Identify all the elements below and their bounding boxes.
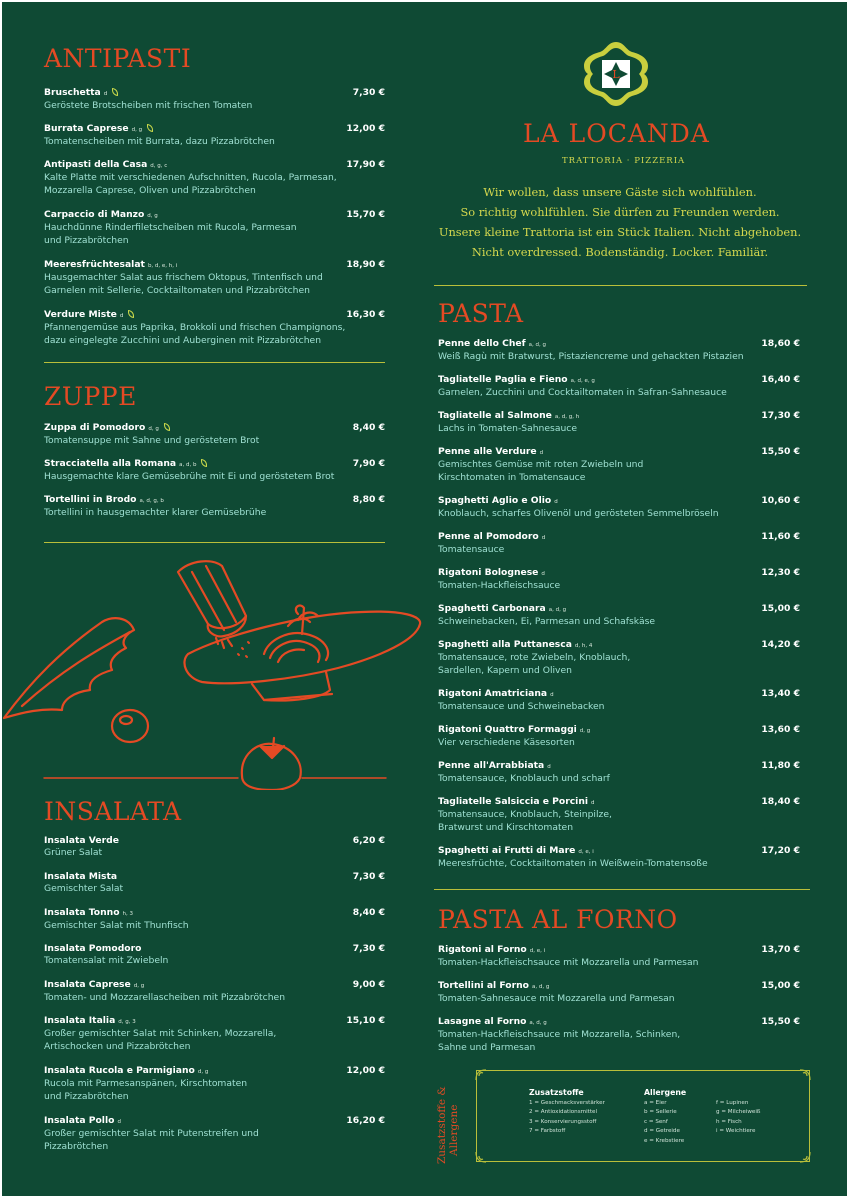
menu-item-description: Geröstete Brotscheiben mit frischen Tomaten bbox=[44, 100, 253, 111]
menu-item-description: Schweinebacken, Ei, Parmesan und Schafskäse bbox=[438, 616, 656, 627]
allergen-codes: d bbox=[119, 313, 124, 319]
menu-item-price: 15,00 € bbox=[761, 603, 800, 614]
menu-item-name bbox=[438, 374, 800, 387]
menu-item-description: dazu eingelegte Zucchini und Auberginen mit Pizzabrötchen bbox=[44, 334, 322, 346]
menu-item-title: Insalata Pomodoro bbox=[44, 943, 142, 954]
menu-item-price: 8,80 € bbox=[352, 494, 385, 505]
tagline bbox=[432, 182, 808, 262]
menu-item-name bbox=[44, 1065, 385, 1078]
menu-item-title: Penne alle Verdure bbox=[438, 446, 537, 457]
allergen-codes: d, e, i bbox=[529, 948, 546, 954]
allergen-codes: d bbox=[591, 800, 595, 806]
menu-item-price: 13,70 € bbox=[761, 944, 800, 955]
legend-entry: e = Krebstiere bbox=[644, 1137, 685, 1144]
menu-item-name bbox=[438, 760, 800, 773]
menu-item-description: Tomatensauce, rote Zwiebeln, Knoblauch, bbox=[438, 652, 631, 663]
legend-corner-ornaments bbox=[473, 1067, 813, 1165]
allergen-codes: a, d, b bbox=[179, 462, 197, 468]
menu-item bbox=[438, 531, 800, 557]
menu-item-price: 18,60 € bbox=[761, 338, 800, 349]
menu-item-title: Spaghetti Aglio e Olio bbox=[438, 495, 552, 506]
menu-item bbox=[438, 796, 800, 834]
menu-item-title: Spaghetti Carbonara bbox=[438, 603, 546, 614]
menu-item-title: Spaghetti ai Frutti di Mare bbox=[438, 845, 576, 856]
menu-page bbox=[2, 2, 847, 1196]
menu-item-name bbox=[44, 87, 385, 100]
menu-item-description: Tomaten- und Mozzarellascheiben mit Pizzabrötchen bbox=[44, 992, 286, 1003]
menu-item-description: und Pizzabrötchen bbox=[44, 1090, 129, 1102]
menu-item bbox=[44, 1015, 385, 1053]
menu-item-description: Kirschtomaten in Tomatensauce bbox=[438, 471, 586, 483]
legend-box bbox=[476, 1070, 810, 1162]
menu-item-price: 13,40 € bbox=[761, 688, 800, 699]
menu-item-title: Rigatoni Amatriciana bbox=[438, 688, 548, 699]
menu-item-price: 12,00 € bbox=[346, 123, 385, 134]
menu-item-price: 10,60 € bbox=[761, 495, 800, 506]
allergen-codes: h, 3 bbox=[122, 911, 134, 917]
vegetarian-leaf-icon bbox=[147, 124, 153, 132]
allergen-codes: d bbox=[554, 499, 558, 505]
menu-item-name bbox=[44, 1015, 385, 1028]
menu-item bbox=[44, 494, 385, 520]
allergen-codes: a, d, g bbox=[548, 607, 567, 613]
menu-item bbox=[44, 907, 385, 933]
menu-item-description: Hausgemachte klare Gemüsebrühe mit Ei und geröstetem Brot bbox=[44, 471, 335, 482]
allergen-codes: d, g bbox=[133, 983, 145, 989]
tagline-line: So richtig wohlfühlen. Sie dürfen zu Freunden werden. bbox=[460, 205, 780, 219]
menu-item-title: Stracciatella alla Romana bbox=[44, 458, 177, 469]
menu-item bbox=[438, 639, 800, 677]
allergen-codes: d, g bbox=[147, 213, 158, 219]
allergen-codes: a, d, g, h bbox=[554, 414, 580, 420]
menu-item-title: Rigatoni Bolognese bbox=[438, 567, 539, 578]
menu-item-description: Pfannengemüse aus Paprika, Brokkoli und frischen Champignons, bbox=[44, 322, 346, 333]
menu-item bbox=[438, 944, 800, 970]
menu-item bbox=[44, 123, 385, 149]
menu-item bbox=[44, 943, 385, 968]
menu-item-description: Großer gemischter Salat mit Schinken, Mozzarella, bbox=[44, 1028, 277, 1039]
legend-entry: 7 = Farbstoff bbox=[529, 1128, 566, 1135]
legend-entry: 3 = Konservierungsstoff bbox=[529, 1118, 597, 1125]
menu-item-name bbox=[44, 907, 385, 920]
menu-item-title: Tortellini al Forno bbox=[438, 980, 529, 991]
section-title-zuppe: ZUPPE bbox=[44, 382, 137, 411]
menu-item-name bbox=[44, 259, 385, 272]
menu-item-price: 17,90 € bbox=[346, 159, 385, 170]
menu-item-description: Vier verschiedene Käsesorten bbox=[438, 737, 575, 748]
allergen-codes: d bbox=[550, 692, 554, 698]
zusatzstoffe-title: Zusatzstoffe bbox=[529, 1088, 584, 1097]
menu-item-description: Tomatensauce und Schweinebacken bbox=[438, 701, 605, 712]
menu-item-price: 7,30 € bbox=[352, 87, 385, 98]
legend-side-title-line: Zusatzstoffe & bbox=[436, 1086, 448, 1164]
divider bbox=[44, 542, 385, 543]
menu-item-description: Bratwurst und Kirschtomaten bbox=[438, 821, 574, 833]
svg-text:L: L bbox=[612, 68, 620, 81]
menu-item-description: Artischocken und Pizzabrötchen bbox=[44, 1040, 191, 1052]
section-title-pasta-al-forno: PASTA AL FORNO bbox=[438, 905, 678, 934]
menu-item bbox=[44, 259, 385, 297]
legend-entry: b = Sellerie bbox=[644, 1109, 677, 1116]
menu-item-description: Hausgemachter Salat aus frischem Oktopus, Tintenfisch und bbox=[44, 272, 323, 283]
menu-item-description: Tomatenscheiben mit Burrata, dazu Pizzabrötchen bbox=[44, 136, 275, 147]
menu-item bbox=[438, 374, 800, 400]
allergene-title: Allergene bbox=[644, 1088, 687, 1097]
tagline-line: Unsere kleine Trattoria ist ein Stück Italien. Nicht abgehoben. bbox=[438, 225, 802, 239]
section-title-antipasti: ANTIPASTI bbox=[44, 44, 192, 73]
menu-item bbox=[438, 603, 800, 629]
menu-item-title: Insalata Mista bbox=[44, 871, 118, 882]
vegetarian-leaf-icon bbox=[201, 459, 207, 467]
brand-name: LA LOCANDA bbox=[523, 119, 710, 148]
menu-item-price: 16,40 € bbox=[761, 374, 800, 385]
menu-item-price: 15,00 € bbox=[761, 980, 800, 991]
menu-item-description: Gemischter Salat mit Thunfisch bbox=[44, 920, 189, 931]
menu-item-title: Penne dello Chef bbox=[438, 338, 526, 349]
menu-item-description: Mozzarella Caprese, Oliven und Pizzabrötchen bbox=[44, 184, 256, 196]
menu-item-description: Tomatensalat mit Zwiebeln bbox=[44, 955, 169, 966]
menu-item-description: Lachs in Tomaten-Sahnesauce bbox=[438, 423, 577, 434]
allergen-codes: a, d, e, g bbox=[570, 378, 595, 384]
menu-item-description: Rucola mit Parmesanspänen, Kirschtomaten bbox=[44, 1078, 248, 1089]
menu-item-price: 13,60 € bbox=[761, 724, 800, 735]
menu-item-description: Sahne und Parmesan bbox=[438, 1041, 536, 1053]
menu-item-name bbox=[44, 979, 385, 992]
menu-item-description: Tomaten-Hackfleischsauce bbox=[438, 580, 561, 591]
menu-item-title: Meeresfrüchtesalat bbox=[44, 259, 145, 270]
menu-item-price: 17,20 € bbox=[761, 845, 800, 856]
pasta-icon bbox=[264, 606, 328, 662]
menu-item-name bbox=[438, 688, 800, 701]
menu-item-price: 7,30 € bbox=[352, 943, 385, 954]
menu-item-name bbox=[44, 494, 385, 507]
menu-item-title: Verdure Miste bbox=[44, 309, 117, 320]
menu-item-description: Hauchdünne Rinderfiletscheiben mit Rucola, Parmesan bbox=[44, 222, 297, 233]
menu-item-price: 14,20 € bbox=[761, 639, 800, 650]
menu-item-name bbox=[438, 446, 800, 459]
allergen-codes: d bbox=[541, 571, 545, 577]
menu-item bbox=[44, 871, 385, 896]
menu-item-title: Zuppa di Pomodoro bbox=[44, 422, 146, 433]
menu-item-name bbox=[44, 871, 385, 883]
allergen-codes: d bbox=[541, 535, 546, 541]
tomato-icon bbox=[242, 738, 301, 790]
divider bbox=[434, 285, 807, 286]
menu-item-name bbox=[438, 338, 800, 351]
menu-item-title: Carpaccio di Manzo bbox=[44, 209, 145, 220]
menu-item-description: Großer gemischter Salat mit Putenstreifen und bbox=[44, 1128, 259, 1139]
menu-item bbox=[44, 1065, 385, 1103]
menu-item-price: 6,20 € bbox=[352, 835, 385, 846]
legend-entry: d = Getreide bbox=[644, 1128, 680, 1135]
menu-item bbox=[44, 458, 385, 484]
menu-item-title: Lasagne al Forno bbox=[438, 1016, 527, 1027]
menu-item-title: Antipasti della Casa bbox=[44, 159, 148, 170]
menu-item-name bbox=[438, 796, 800, 809]
legend-side-title-line: Allergene bbox=[448, 1104, 460, 1156]
menu-item bbox=[44, 209, 385, 247]
allergen-codes: d bbox=[539, 450, 544, 456]
tagline-line: Wir wollen, dass unsere Gäste sich wohlfühlen. bbox=[483, 185, 757, 199]
menu-item-name bbox=[438, 639, 800, 652]
menu-item-description: Tomatensuppe mit Sahne und geröstetem Brot bbox=[44, 435, 260, 446]
pasta-illustration bbox=[2, 550, 432, 790]
menu-item-price: 15,10 € bbox=[346, 1015, 385, 1026]
allergen-codes: a, d, g bbox=[529, 1020, 547, 1026]
zusatzstoffe-list bbox=[529, 1099, 605, 1137]
menu-item-name bbox=[438, 944, 800, 957]
menu-item-title: Insalata Tonno bbox=[44, 907, 120, 918]
allergen-codes: a, d, g bbox=[528, 342, 546, 348]
menu-item bbox=[44, 422, 385, 448]
allergene-list-b bbox=[716, 1099, 760, 1137]
menu-item-price: 17,30 € bbox=[761, 410, 800, 421]
allergen-codes: d bbox=[547, 764, 551, 770]
allergen-codes: b, d, e, h, i bbox=[147, 263, 178, 269]
menu-item-name bbox=[438, 980, 800, 993]
allergen-codes: d, g bbox=[197, 1069, 209, 1075]
menu-item bbox=[438, 410, 800, 436]
menu-item-description: Kalte Platte mit verschiedenen Aufschnitten, Rucola, Parmesan, bbox=[44, 172, 337, 183]
menu-item-description: Weiß Ragù mit Bratwurst, Pistaziencreme und gehackten Pistazien bbox=[438, 351, 744, 362]
menu-item-price: 12,30 € bbox=[761, 567, 800, 578]
menu-item-title: Insalata Italia bbox=[44, 1015, 116, 1026]
menu-item bbox=[438, 446, 800, 484]
allergen-codes: d, g bbox=[148, 426, 159, 432]
legend-entry: i = Weichtiere bbox=[716, 1128, 756, 1135]
menu-item bbox=[44, 87, 385, 113]
menu-item-description: Grüner Salat bbox=[44, 847, 103, 858]
menu-item-description: Tomatensauce bbox=[438, 544, 505, 555]
menu-item-description: Pizzabrötchen bbox=[44, 1140, 109, 1152]
menu-item-name bbox=[44, 1115, 385, 1128]
menu-item-name bbox=[438, 845, 800, 858]
menu-item-description: Garnelen, Zucchini und Cocktailtomaten in Safran-Sahnesauce bbox=[438, 387, 727, 398]
allergen-codes: d, g, 3 bbox=[118, 1019, 136, 1025]
vegetarian-leaf-icon bbox=[112, 88, 118, 96]
menu-item-price: 11,80 € bbox=[761, 760, 800, 771]
menu-item-description: Gemischtes Gemüse mit roten Zwiebeln und bbox=[438, 459, 644, 470]
menu-item-price: 18,90 € bbox=[346, 259, 385, 270]
menu-item-name bbox=[438, 603, 800, 616]
menu-item-price: 15,50 € bbox=[761, 446, 800, 457]
menu-item-name bbox=[44, 159, 385, 172]
allergen-codes: d, h, 4 bbox=[574, 643, 593, 649]
menu-item-price: 15,50 € bbox=[761, 1016, 800, 1027]
olive-icon bbox=[112, 710, 148, 742]
menu-item-title: Penne al Pomodoro bbox=[438, 531, 539, 542]
section-title-insalata: INSALATA bbox=[44, 797, 182, 826]
vegetarian-leaf-icon bbox=[164, 423, 170, 431]
allergen-codes: a, d, g, b bbox=[139, 498, 164, 504]
menu-item-title: Tagliatelle al Salmone bbox=[438, 410, 552, 421]
legend-entry: a = Eier bbox=[644, 1100, 667, 1106]
menu-item bbox=[438, 338, 800, 364]
menu-item-description: Garnelen mit Sellerie, Cocktailtomaten und Pizzabrötchen bbox=[44, 284, 310, 296]
menu-item bbox=[438, 567, 800, 593]
section-title-pasta: PASTA bbox=[438, 299, 524, 328]
rucola-leaf-icon bbox=[4, 618, 134, 718]
menu-item-name bbox=[44, 835, 385, 847]
menu-item-description: Tomaten-Hackfleischsauce mit Mozzarella, Schinken, bbox=[438, 1029, 681, 1040]
menu-item-price: 8,40 € bbox=[352, 422, 385, 433]
menu-item-description: Knoblauch, scharfes Olivenöl und gerösteten Semmelbröseln bbox=[438, 508, 719, 519]
allergen-codes: d bbox=[103, 91, 108, 97]
menu-item-description: Tomaten-Hackfleischsauce mit Mozzarella und Parmesan bbox=[438, 957, 699, 968]
menu-item bbox=[438, 980, 800, 1006]
menu-item-title: Bruschetta bbox=[44, 87, 101, 98]
menu-item-title: Spaghetti alla Puttanesca bbox=[438, 639, 572, 650]
allergen-codes: d, e, i bbox=[578, 849, 594, 855]
menu-item-title: Tortellini in Brodo bbox=[44, 494, 137, 505]
legend-entry: c = Senf bbox=[644, 1118, 668, 1125]
menu-item bbox=[44, 309, 385, 347]
menu-item-price: 7,90 € bbox=[352, 458, 385, 469]
menu-item-name bbox=[438, 724, 800, 737]
menu-item-name bbox=[438, 1016, 800, 1029]
legend-entry: h = Fisch bbox=[716, 1118, 742, 1125]
menu-item-description: Tomaten-Sahnesauce mit Mozzarella und Parmesan bbox=[438, 993, 675, 1004]
menu-item-name bbox=[438, 495, 800, 508]
menu-item-name bbox=[438, 410, 800, 423]
menu-item-price: 12,00 € bbox=[346, 1065, 385, 1076]
menu-item-price: 8,40 € bbox=[352, 907, 385, 918]
menu-item-title: Penne all'Arrabbiata bbox=[438, 760, 545, 771]
menu-item-name bbox=[44, 422, 385, 435]
allergen-codes: d, g bbox=[131, 127, 143, 133]
menu-item-title: Tagliatelle Salsiccia e Porcini bbox=[438, 796, 589, 807]
brand-subtitle: TRATTORIA · PIZZERIA bbox=[562, 156, 686, 166]
legend-entry: 1 = Geschmacksverstärker bbox=[529, 1100, 605, 1106]
legend-entry: f = Lupinen bbox=[716, 1100, 749, 1106]
allergen-codes: d, g bbox=[579, 728, 591, 734]
menu-item bbox=[438, 495, 800, 521]
menu-item bbox=[44, 1115, 385, 1153]
allergen-codes: d, g, c bbox=[150, 163, 168, 169]
menu-item-name bbox=[44, 458, 385, 471]
menu-item bbox=[44, 159, 385, 197]
menu-item-description: Gemischter Salat bbox=[44, 883, 124, 894]
menu-item-title: Rigatoni Quattro Formaggi bbox=[438, 724, 577, 735]
logo-emblem-icon bbox=[582, 40, 650, 108]
menu-item-name bbox=[44, 209, 385, 222]
menu-item bbox=[44, 835, 385, 860]
menu-item-title: Insalata Rucola e Parmigiano bbox=[44, 1065, 195, 1076]
menu-item-description: und Pizzabrötchen bbox=[44, 234, 129, 246]
vegetarian-leaf-icon bbox=[128, 310, 134, 318]
menu-item-name bbox=[438, 531, 800, 544]
menu-item-name bbox=[44, 309, 385, 322]
menu-item-title: Insalata Pollo bbox=[44, 1115, 115, 1126]
menu-item-price: 9,00 € bbox=[352, 979, 385, 990]
allergene-list-a bbox=[644, 1099, 684, 1146]
menu-item-price: 16,30 € bbox=[346, 309, 385, 320]
tagline-line: Nicht overdressed. Bodenständig. Locker. Familiär. bbox=[471, 245, 769, 259]
menu-item-description: Sardellen, Kapern und Oliven bbox=[438, 664, 572, 676]
menu-item-name bbox=[44, 123, 385, 136]
menu-item-price: 18,40 € bbox=[761, 796, 800, 807]
menu-item bbox=[438, 845, 800, 871]
menu-item-price: 16,20 € bbox=[346, 1115, 385, 1126]
legend-entry: 2 = Antioxidationsmittel bbox=[529, 1109, 598, 1116]
menu-item-price: 15,70 € bbox=[346, 209, 385, 220]
allergen-codes: d bbox=[117, 1119, 121, 1125]
menu-item bbox=[438, 688, 800, 714]
menu-item-title: Burrata Caprese bbox=[44, 123, 129, 134]
menu-item bbox=[438, 760, 800, 786]
menu-item-price: 7,30 € bbox=[352, 871, 385, 882]
menu-item bbox=[438, 1016, 800, 1054]
divider bbox=[434, 889, 810, 890]
divider bbox=[44, 362, 385, 363]
legend-entry: g = Milcheiweiß bbox=[716, 1109, 761, 1116]
menu-item-title: Insalata Verde bbox=[44, 835, 119, 846]
menu-item-name bbox=[44, 943, 385, 955]
menu-item-description: Meeresfrüchte, Cocktailtomaten in Weißwein-Tomatensoße bbox=[438, 858, 708, 869]
menu-item-description: Tomatensauce, Knoblauch und scharf bbox=[438, 773, 610, 784]
menu-item bbox=[44, 979, 385, 1005]
menu-item bbox=[438, 724, 800, 750]
menu-item-description: Tortellini in hausgemachter klarer Gemüsebrühe bbox=[44, 507, 267, 518]
menu-item-price: 11,60 € bbox=[761, 531, 800, 542]
menu-item-title: Tagliatelle Paglia e Fieno bbox=[438, 374, 568, 385]
menu-item-title: Insalata Caprese bbox=[44, 979, 131, 990]
allergen-codes: a, d, g bbox=[532, 984, 550, 990]
menu-item-name bbox=[438, 567, 800, 580]
menu-item-description: Tomatensauce, Knoblauch, Steinpilze, bbox=[438, 809, 612, 820]
menu-item-title: Rigatoni al Forno bbox=[438, 944, 527, 955]
